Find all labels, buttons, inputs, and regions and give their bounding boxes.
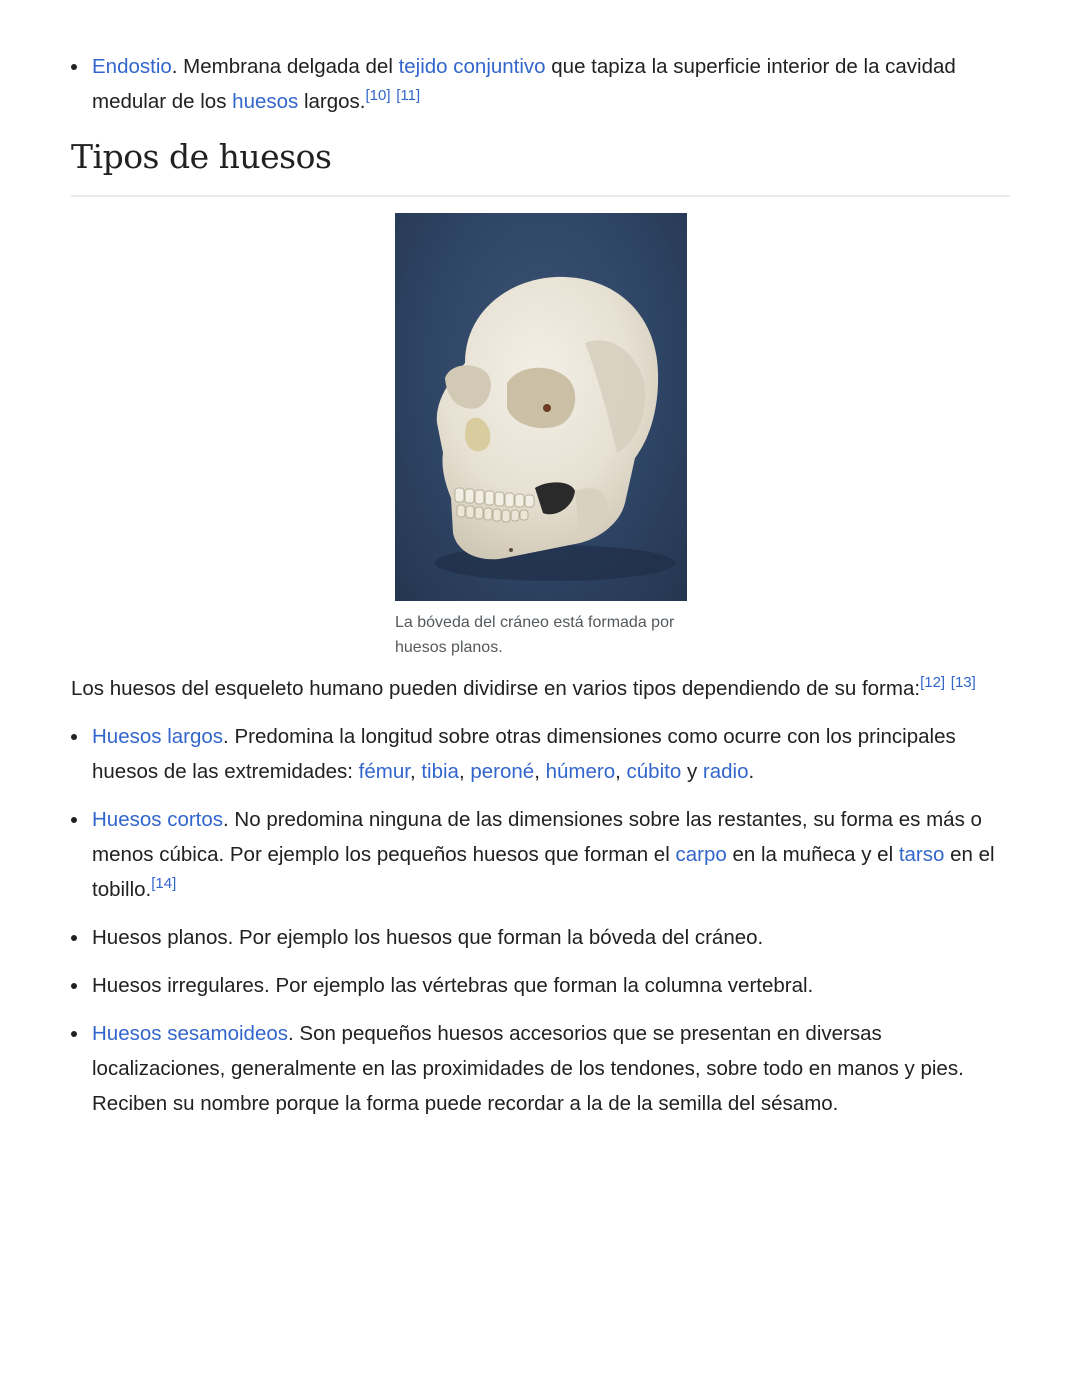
link-huesos-sesamoideos[interactable]: Huesos sesamoideos: [92, 1022, 288, 1045]
link-humero[interactable]: húmero: [545, 760, 616, 783]
text: Los huesos del esqueleto humano pueden dividirse en varios tipos dependiendo de su forma:: [71, 677, 921, 700]
intro-paragraph: [71, 671, 1031, 706]
list-item-huesos-irregulares: [71, 968, 1011, 1003]
link-tejido-conjuntivo[interactable]: tejido conjuntivo: [398, 55, 546, 78]
text: y: [681, 760, 703, 783]
periosteum-list: [71, 49, 1011, 119]
list-item-endostio: [71, 49, 1011, 119]
text: ,: [534, 760, 546, 783]
text: . Membrana delgada del: [171, 55, 399, 78]
reference-14[interactable]: [14]: [151, 875, 177, 893]
skull-icon: [395, 213, 687, 601]
text: . Predomina la longitud sobre otras dimensiones como ocurre con los principales huesos de las extremidades:: [92, 725, 956, 783]
text: ,: [458, 760, 471, 783]
skull-image[interactable]: [395, 213, 687, 601]
reference-13[interactable]: [13]: [950, 674, 976, 692]
list-item-huesos-largos: [71, 719, 1011, 789]
link-radio[interactable]: radio: [702, 760, 749, 783]
text: ,: [409, 760, 422, 783]
link-huesos-cortos[interactable]: Huesos cortos: [92, 808, 224, 831]
link-cubito[interactable]: cúbito: [626, 760, 682, 783]
text: . No predomina ninguna de las dimensiones sobre las restantes, su forma es más o menos cúbica. Por ejemplo los pequeños huesos que forman el: [92, 808, 982, 866]
link-perone[interactable]: peroné: [470, 760, 535, 783]
text: .: [748, 760, 755, 783]
section-heading: Tipos de huesos: [71, 134, 1010, 197]
text: Huesos irregulares. Por ejemplo las vértebras que forman la columna vertebral.: [92, 974, 814, 997]
link-tarso[interactable]: tarso: [898, 843, 945, 866]
reference-11[interactable]: [11]: [396, 87, 421, 105]
text: ,: [615, 760, 627, 783]
link-endostio[interactable]: Endostio: [92, 55, 172, 78]
list-item-huesos-cortos: [71, 802, 1011, 907]
link-huesos-largos[interactable]: Huesos largos: [92, 725, 224, 748]
link-carpo[interactable]: carpo: [675, 843, 727, 866]
reference-10[interactable]: [10]: [365, 87, 391, 105]
list-item-huesos-sesamoideos: [71, 1016, 1011, 1121]
link-tibia[interactable]: tibia: [421, 760, 459, 783]
figure-skull: [395, 213, 687, 660]
text: que tapiza la superficie interior de la cavidad medular de los: [92, 55, 956, 113]
text: . Son pequeños huesos accesorios que se presentan en diversas localizaciones, generalmente en las proximidades de los tendones, sobre todo en manos y pies. Reciben su nombre porque la forma puede recordar a la de la semilla del sésamo.: [92, 1022, 964, 1115]
figure-caption: La bóveda del cráneo está formada por huesos planos.: [395, 614, 675, 656]
text: largos.: [298, 90, 366, 113]
text: en el tobillo.: [92, 843, 995, 901]
link-huesos[interactable]: huesos: [232, 90, 299, 113]
bone-types-list: [71, 719, 1011, 1134]
text: Huesos planos. Por ejemplo los huesos que forman la bóveda del cráneo.: [92, 926, 764, 949]
reference-12[interactable]: [12]: [920, 674, 946, 692]
text: en la muñeca y el: [726, 843, 899, 866]
link-femur[interactable]: fémur: [358, 760, 410, 783]
list-item-huesos-planos: [71, 920, 1011, 955]
